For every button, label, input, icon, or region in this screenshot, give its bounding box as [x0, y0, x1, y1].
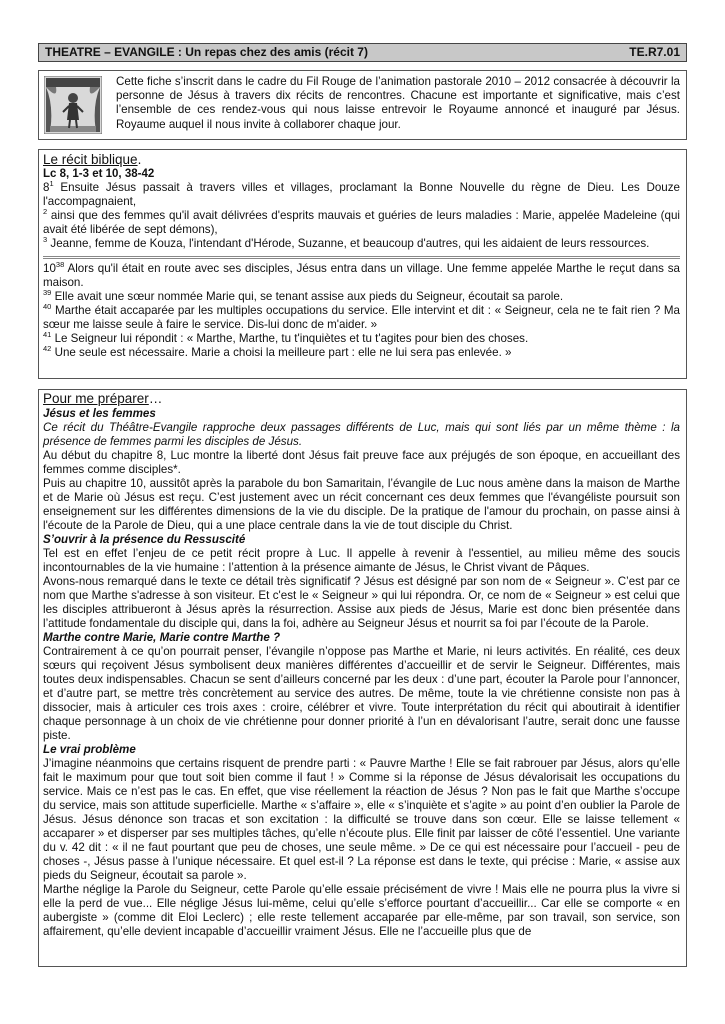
verse-number: 38: [55, 260, 65, 270]
paragraph: Au début du chapitre 8, Luc montre la liberté dont Jésus fait preuve face aux préjugés de son époque, en accueillant des femmes comme disciples*.: [43, 449, 680, 476]
verse-number: 40: [43, 302, 52, 312]
verse: [43, 209, 680, 237]
verse: [43, 290, 680, 304]
chapter-number: 8: [43, 181, 50, 194]
verse-text: Ensuite Jésus passait à travers villes et villages, proclamant la Bonne Nouvelle du règne de Dieu. Les Douze l'accompagnaient,: [43, 181, 680, 208]
recit-title: Le récit biblique: [43, 152, 138, 167]
verse-text: Alors qu'il était en route avec ses disciples, Jésus entra dans un village. Une femme appelée Marthe le reçut dans sa maison.: [43, 262, 680, 289]
recit-part1: [43, 181, 680, 251]
subheading-ressuscite: S’ouvrir à la présence du Ressuscité: [43, 533, 246, 546]
verse-text: Marthe était accaparée par les multiples occupations du service. Elle intervint et dit : « Seigneur, cela ne te fait rien ? Ma sœur me laisse seule à faire le service. Dis-lui donc de m'aider. »: [43, 304, 680, 331]
verse-number: 41: [43, 330, 52, 340]
intro-box: [38, 70, 687, 140]
recit-section: [38, 149, 687, 379]
verse: [43, 332, 680, 346]
recit-heading: [43, 152, 680, 168]
prep-title-suffix: …: [148, 391, 163, 406]
prep-section: [38, 389, 687, 967]
verse-text: ainsi que des femmes qu'il avait délivrées d'esprits mauvais et guéries de leurs maladies : Marie, appelée Madeleine (qui avait été libérée de sept démons),: [43, 209, 680, 236]
verse: [43, 304, 680, 332]
recit-part2: [43, 262, 680, 360]
subheading-vrai-probleme: Le vrai problème: [43, 743, 136, 756]
title-bar: [38, 43, 687, 62]
verse-text: Jeanne, femme de Kouza, l'intendant d'Hérode, Suzanne, et beaucoup d'autres, qui les aidaient de leurs ressources.: [47, 237, 650, 250]
document-title: THEATRE – EVANGILE : Un repas chez des amis (récit 7): [45, 45, 368, 59]
verse-number: 42: [43, 344, 52, 354]
paragraph: Avons-nous remarqué dans le texte ce détail très significatif ? Jésus est désigné par son nom de « Seigneur ». C’est par ce nom que Marthe s'adresse à son visiteur. Et c'est le « Seigneur » qui lui répondra. Or, ce nom de « Seigneur » est celui que les disciples attribueront à Jésus après la résurrection. Assise aux pieds de Jésus, Marie est donc bien présentée dans l’attitude fondamentale du disciple qui, dans la foi, adhère au Seigneur Jésus et nourrit sa foi par l’écoute de la Parole.: [43, 575, 680, 630]
prep-heading: [43, 391, 680, 407]
verse: [43, 262, 680, 290]
paragraph: J’imagine néanmoins que certains risquent de prendre parti : « Pauvre Marthe ! Elle se fait rabrouer par Jésus, alors qu’elle fait le maximum pour que tout soit bien comme il faut ! » Comme si la réponse de Jésus dévalorisait les occupations du service. Mais ce n’est pas le cas. En effet, que vise réellement la réaction de Jésus ? Non pas le fait que Marthe s’occupe du service, mais son attitude superficielle. Marthe « s’affaire », elle « s’inquiète et s’agite » au point d’en oublier la Parole de Jésus. Jésus dénonce son tracas et son excitation : la difficulté se trouve dans son cœur. Elle se laisse tellement « accaparer » et disperser par ses multiples tâches, qu’elle n’écoute plus. Elle finit par laisser de côté l’essentiel. Une variante du v. 42 dit : « il ne faut pourtant que peu de choses, une seule même. » De ce qui est nécessaire pour l’accueil - peu de choses -, Jésus passe à l’unique nécessaire. Et quel est-il ? La réponse est dans le texte, qui précise : Marie, « assise aux pieds du Seigneur, écoutait sa parole ».: [43, 757, 680, 882]
chapter-number: 10: [43, 262, 56, 275]
verse-number: 1: [49, 179, 54, 189]
verse-number: 3: [43, 235, 48, 245]
theatre-logo-icon: [44, 76, 102, 134]
paragraph: Tel est en effet l’enjeu de ce petit récit propre à Luc. Il appelle à revenir à l'essentiel, au milieu même des soucis incontournables de la vie humaine : l’attention à la présence aimante de Jésus, le Christ vivant de Pâques.: [43, 547, 680, 574]
subheading-marthe-marie: Marthe contre Marie, Marie contre Marthe ?: [43, 631, 281, 644]
prep-title: Pour me préparer: [43, 391, 149, 406]
paragraph: Marthe néglige la Parole du Seigneur, cette Parole qu’elle essaie précisément de vivre ! Mais elle ne pourra plus la vivre si elle la perd de vue... Elle néglige Jésus lui-même, celui qu’elle s’efforce pourtant d’accueillir... Car elle se comporte « en aubergiste » (comme dit Eloi Leclerc) ; elle reste tellement accaparée par elle-même, par son travail, son service, son affairement, qu’elle devient incapable d’accueillir vraiment Jésus. Elle ne l’accueille plus que de: [43, 883, 680, 938]
paragraph: Contrairement à ce qu’on pourrait penser, l’évangile n’oppose pas Marthe et Marie, ni leurs activités. En réalité, ces deux sœurs qui reçoivent Jésus symbolisent deux manières différentes d’accueillir et de servir le Seigneur. Différentes, mais toutes deux indispensables. Chacun se sent d’ailleurs concerné par les deux : d’une part, écouter la Parole pour l’annoncer, et d’autre part, se mettre très concrètement au service des autres. De même, toute la vie chrétienne consiste non pas à dissocier, mais à articuler ces trois axes : croire, célébrer et vivre. Toute interprétation du récit qui aboutirait à identifier chaque personnage à un choix de vie chrétienne pour donner priorité à l’un en dévalorisant l’autre, serait donc une fausse piste.: [43, 645, 680, 742]
verse: [43, 237, 680, 251]
paragraph: Puis au chapitre 10, aussitôt après la parabole du bon Samaritain, l’évangile de Luc nous amène dans la maison de Marthe et de Marie où Jésus est reçu. C’est justement avec un récit concernant ces deux femmes que l'évangéliste poursuit son enseignement sur les différentes dimensions de la vie du disciple. De la pratique de l'amour du prochain, on passe ainsi à l'écoute de la Parole de Dieu, qui a une place centrale dans la vie de tout disciple du Christ.: [43, 477, 680, 532]
verse-text: Le Seigneur lui répondit : « Marthe, Marthe, tu t'inquiètes et tu t'agites pour bien des choses.: [51, 332, 529, 345]
intro-text: Cette fiche s’inscrit dans le cadre du Fil Rouge de l’animation pastorale 2010 – 2012 consacrée à découvrir la personne de Jésus à travers dix récits de rencontres. Chacune est importante et significative, mais c’est l’ensemble de ces rendez-vous qui nous laisse entrevoir le Royaume annoncé et inauguré par Jésus. Royaume auquel il nous invite à collaborer chaque jour.: [116, 75, 680, 131]
recit-divider: [43, 256, 680, 259]
recit-title-suffix: .: [137, 152, 142, 167]
verse: [43, 346, 680, 360]
document-code: TE.R7.01: [629, 45, 680, 59]
intro-paragraph: Ce récit du Théâtre-Evangile rapproche deux passages différents de Luc, mais qui sont liés par un même thème : la présence de femmes parmi les disciples de Jésus.: [43, 421, 680, 448]
subheading-femmes: Jésus et les femmes: [43, 407, 156, 420]
verse-number: 2: [43, 207, 48, 217]
verse-text: Une seule est nécessaire. Marie a choisi la meilleure part : elle ne lui sera pas enlevée. »: [51, 346, 512, 359]
verse-number: 39: [43, 288, 52, 298]
verse: [43, 181, 680, 209]
recit-reference: Lc 8, 1-3 et 10, 38-42: [43, 168, 155, 180]
verse-text: Elle avait une sœur nommée Marie qui, se tenant assise aux pieds du Seigneur, écoutait sa parole.: [51, 290, 564, 303]
